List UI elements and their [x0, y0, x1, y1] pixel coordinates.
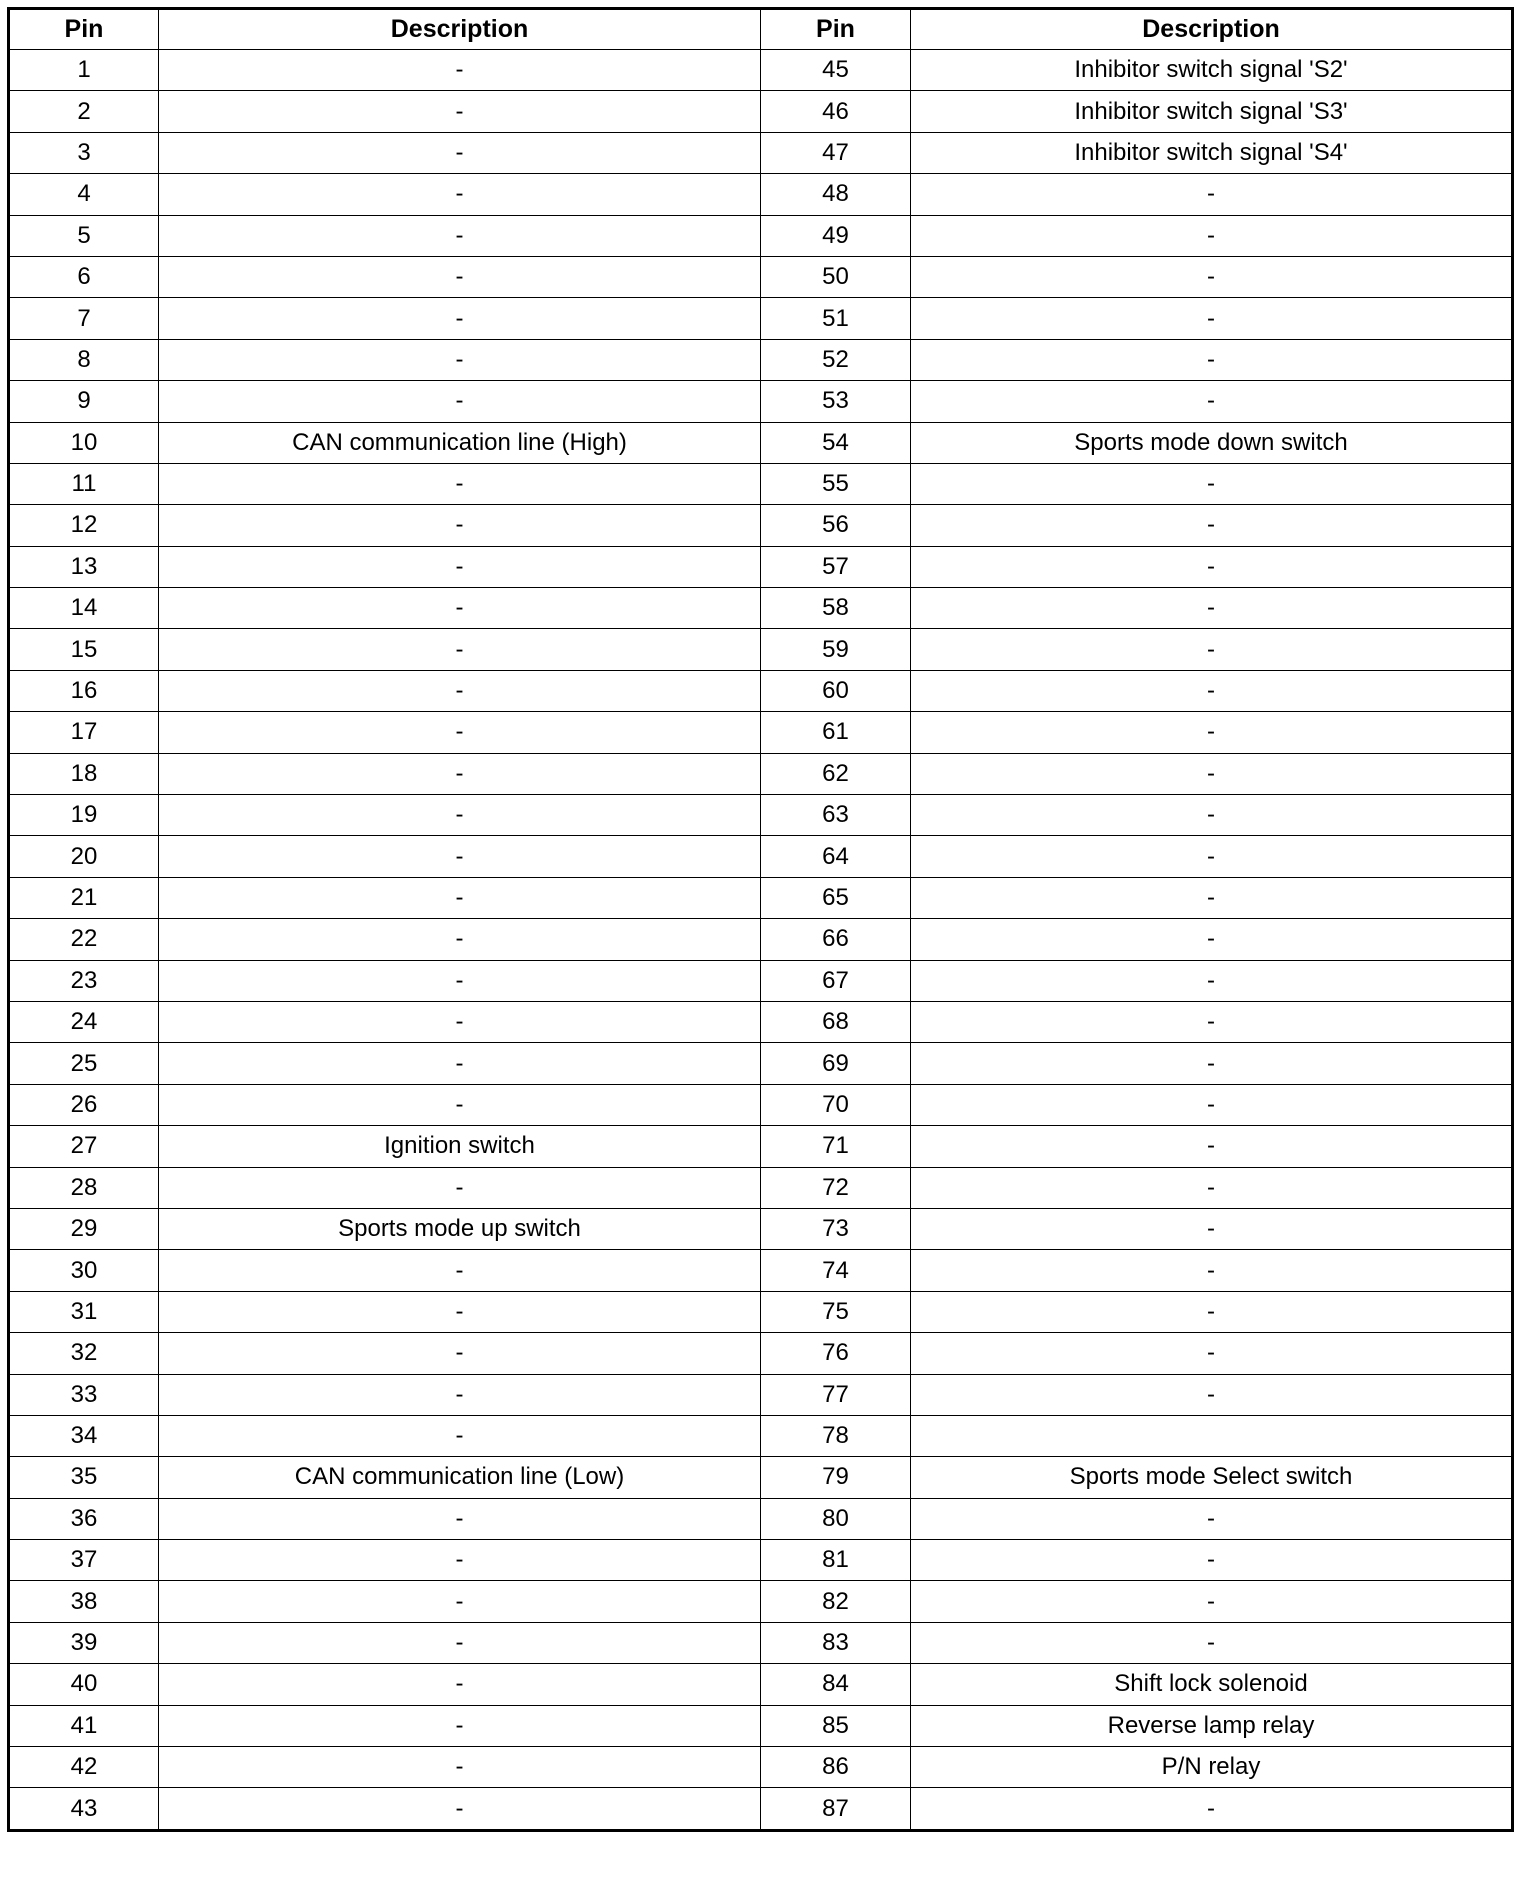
description-cell-right: - — [911, 877, 1513, 918]
pin-cell-left: 37 — [9, 1540, 159, 1581]
pin-cell-left: 22 — [9, 919, 159, 960]
description-cell-left: CAN communication line (High) — [159, 422, 761, 463]
table-row — [9, 588, 1513, 629]
pin-cell-right: 64 — [761, 836, 911, 877]
pin-cell-right: 72 — [761, 1167, 911, 1208]
description-cell-left: - — [159, 50, 761, 91]
pin-cell-right: 68 — [761, 1001, 911, 1042]
table-row — [9, 91, 1513, 132]
pin-cell-right: 49 — [761, 215, 911, 256]
pin-cell-left: 16 — [9, 670, 159, 711]
description-cell-left: - — [159, 505, 761, 546]
description-cell-right: - — [911, 1084, 1513, 1125]
table-row — [9, 629, 1513, 670]
table-row — [9, 546, 1513, 587]
pin-cell-left: 21 — [9, 877, 159, 918]
header-pin-left: Pin — [9, 9, 159, 50]
pin-cell-right: 52 — [761, 339, 911, 380]
description-cell-left: Ignition switch — [159, 1126, 761, 1167]
pin-cell-right: 60 — [761, 670, 911, 711]
table-row — [9, 1540, 1513, 1581]
pin-cell-right: 78 — [761, 1415, 911, 1456]
table-row — [9, 215, 1513, 256]
pin-cell-left: 1 — [9, 50, 159, 91]
header-row — [9, 9, 1513, 50]
table-row — [9, 1581, 1513, 1622]
description-cell-right: Shift lock solenoid — [911, 1664, 1513, 1705]
table-row — [9, 50, 1513, 91]
description-cell-left: - — [159, 1540, 761, 1581]
description-cell-left: - — [159, 463, 761, 504]
description-cell-right: - — [911, 753, 1513, 794]
table-row — [9, 960, 1513, 1001]
pin-cell-right: 84 — [761, 1664, 911, 1705]
pin-cell-left: 14 — [9, 588, 159, 629]
table-row — [9, 1208, 1513, 1249]
description-cell-left: - — [159, 836, 761, 877]
pin-cell-left: 23 — [9, 960, 159, 1001]
description-cell-right: - — [911, 836, 1513, 877]
pin-cell-left: 20 — [9, 836, 159, 877]
description-cell-right: - — [911, 505, 1513, 546]
pin-cell-right: 50 — [761, 256, 911, 297]
description-cell-left: - — [159, 298, 761, 339]
description-cell-right: - — [911, 1001, 1513, 1042]
pin-cell-left: 18 — [9, 753, 159, 794]
table-row — [9, 1664, 1513, 1705]
description-cell-right: P/N relay — [911, 1747, 1513, 1788]
header-description-left: Description — [159, 9, 761, 50]
pin-cell-right: 59 — [761, 629, 911, 670]
description-cell-right: - — [911, 1374, 1513, 1415]
description-cell-left: - — [159, 629, 761, 670]
description-cell-left: - — [159, 339, 761, 380]
pin-cell-left: 40 — [9, 1664, 159, 1705]
table-row — [9, 1291, 1513, 1332]
table-row — [9, 1250, 1513, 1291]
table-row — [9, 1705, 1513, 1746]
description-cell-right: - — [911, 1291, 1513, 1332]
pin-cell-left: 39 — [9, 1622, 159, 1663]
pin-cell-right: 51 — [761, 298, 911, 339]
pin-cell-left: 31 — [9, 1291, 159, 1332]
pin-cell-left: 19 — [9, 795, 159, 836]
description-cell-right: - — [911, 1126, 1513, 1167]
pin-cell-right: 86 — [761, 1747, 911, 1788]
pin-cell-left: 5 — [9, 215, 159, 256]
table-row — [9, 919, 1513, 960]
pin-cell-left: 6 — [9, 256, 159, 297]
description-cell-right: - — [911, 463, 1513, 504]
pin-cell-left: 36 — [9, 1498, 159, 1539]
pin-cell-right: 63 — [761, 795, 911, 836]
description-cell-left: - — [159, 1788, 761, 1830]
table-row — [9, 422, 1513, 463]
pin-cell-right: 74 — [761, 1250, 911, 1291]
pin-cell-left: 42 — [9, 1747, 159, 1788]
pin-cell-right: 70 — [761, 1084, 911, 1125]
table-row — [9, 132, 1513, 173]
pin-cell-right: 71 — [761, 1126, 911, 1167]
description-cell-right: - — [911, 174, 1513, 215]
description-cell-left: - — [159, 919, 761, 960]
pin-cell-left: 28 — [9, 1167, 159, 1208]
table-row — [9, 505, 1513, 546]
pin-cell-right: 56 — [761, 505, 911, 546]
description-cell-left: - — [159, 670, 761, 711]
description-cell-right: Inhibitor switch signal 'S2' — [911, 50, 1513, 91]
description-cell-left: - — [159, 795, 761, 836]
pin-cell-right: 55 — [761, 463, 911, 504]
description-cell-left: - — [159, 1581, 761, 1622]
description-cell-left: - — [159, 1043, 761, 1084]
pin-cell-right: 48 — [761, 174, 911, 215]
table-row — [9, 712, 1513, 753]
table-row — [9, 877, 1513, 918]
description-cell-left: - — [159, 1498, 761, 1539]
header-pin-right: Pin — [761, 9, 911, 50]
pin-cell-right: 61 — [761, 712, 911, 753]
description-cell-left: - — [159, 546, 761, 587]
pin-cell-left: 3 — [9, 132, 159, 173]
description-cell-right: - — [911, 1581, 1513, 1622]
pin-cell-right: 77 — [761, 1374, 911, 1415]
pin-cell-left: 25 — [9, 1043, 159, 1084]
description-cell-right: - — [911, 1498, 1513, 1539]
pin-cell-left: 29 — [9, 1208, 159, 1249]
description-cell-left: - — [159, 1664, 761, 1705]
table-row — [9, 174, 1513, 215]
table-body — [9, 50, 1513, 1831]
pin-cell-right: 85 — [761, 1705, 911, 1746]
description-cell-right: Reverse lamp relay — [911, 1705, 1513, 1746]
description-cell-right: - — [911, 1208, 1513, 1249]
description-cell-right: - — [911, 1043, 1513, 1084]
table-row — [9, 1374, 1513, 1415]
description-cell-left: CAN communication line (Low) — [159, 1457, 761, 1498]
pin-cell-right: 46 — [761, 91, 911, 132]
description-cell-left: Sports mode up switch — [159, 1208, 761, 1249]
pin-cell-right: 67 — [761, 960, 911, 1001]
description-cell-right: - — [911, 629, 1513, 670]
description-cell-left: - — [159, 1250, 761, 1291]
table-row — [9, 1001, 1513, 1042]
header-description-right: Description — [911, 9, 1513, 50]
pin-cell-right: 83 — [761, 1622, 911, 1663]
pin-cell-left: 7 — [9, 298, 159, 339]
description-cell-right: - — [911, 1622, 1513, 1663]
pin-cell-right: 75 — [761, 1291, 911, 1332]
description-cell-right: - — [911, 588, 1513, 629]
description-cell-left: - — [159, 1747, 761, 1788]
table-row — [9, 339, 1513, 380]
description-cell-left: - — [159, 712, 761, 753]
pin-cell-right: 79 — [761, 1457, 911, 1498]
description-cell-left: - — [159, 381, 761, 422]
pin-cell-left: 30 — [9, 1250, 159, 1291]
table-row — [9, 1457, 1513, 1498]
description-cell-right: - — [911, 546, 1513, 587]
description-cell-left: - — [159, 1415, 761, 1456]
pin-cell-right: 54 — [761, 422, 911, 463]
pin-cell-left: 2 — [9, 91, 159, 132]
table-row — [9, 1084, 1513, 1125]
pin-cell-left: 17 — [9, 712, 159, 753]
description-cell-left: - — [159, 753, 761, 794]
table-row — [9, 795, 1513, 836]
pin-cell-left: 12 — [9, 505, 159, 546]
description-cell-right: - — [911, 256, 1513, 297]
description-cell-right: Inhibitor switch signal 'S4' — [911, 132, 1513, 173]
description-cell-left: - — [159, 132, 761, 173]
pin-cell-left: 10 — [9, 422, 159, 463]
description-cell-left: - — [159, 1167, 761, 1208]
table-row — [9, 1333, 1513, 1374]
description-cell-right: - — [911, 1250, 1513, 1291]
table-row — [9, 1126, 1513, 1167]
description-cell-right: - — [911, 215, 1513, 256]
description-cell-right: Sports mode Select switch — [911, 1457, 1513, 1498]
pin-cell-left: 27 — [9, 1126, 159, 1167]
description-cell-left: - — [159, 588, 761, 629]
pin-cell-left: 9 — [9, 381, 159, 422]
pin-cell-right: 87 — [761, 1788, 911, 1830]
description-cell-right: Sports mode down switch — [911, 422, 1513, 463]
pin-cell-left: 34 — [9, 1415, 159, 1456]
description-cell-left: - — [159, 174, 761, 215]
pin-cell-left: 11 — [9, 463, 159, 504]
pin-cell-left: 35 — [9, 1457, 159, 1498]
description-cell-right: - — [911, 1333, 1513, 1374]
pin-cell-right: 53 — [761, 381, 911, 422]
table-row — [9, 836, 1513, 877]
description-cell-left: - — [159, 1374, 761, 1415]
pin-cell-left: 8 — [9, 339, 159, 380]
table-row — [9, 1788, 1513, 1830]
pin-cell-right: 62 — [761, 753, 911, 794]
table-row — [9, 298, 1513, 339]
description-cell-right: - — [911, 1167, 1513, 1208]
table-row — [9, 753, 1513, 794]
pin-cell-right: 65 — [761, 877, 911, 918]
pin-cell-right: 69 — [761, 1043, 911, 1084]
pin-cell-right: 66 — [761, 919, 911, 960]
description-cell-right: - — [911, 339, 1513, 380]
pin-cell-left: 15 — [9, 629, 159, 670]
table-row — [9, 256, 1513, 297]
description-cell-right: - — [911, 960, 1513, 1001]
pin-cell-left: 43 — [9, 1788, 159, 1830]
description-cell-left: - — [159, 877, 761, 918]
pin-cell-left: 38 — [9, 1581, 159, 1622]
description-cell-left: - — [159, 1084, 761, 1125]
description-cell-right: Inhibitor switch signal 'S3' — [911, 91, 1513, 132]
table-row — [9, 381, 1513, 422]
pin-cell-left: 13 — [9, 546, 159, 587]
description-cell-right: - — [911, 712, 1513, 753]
table-row — [9, 463, 1513, 504]
description-cell-left: - — [159, 1333, 761, 1374]
description-cell-right: - — [911, 795, 1513, 836]
pin-cell-right: 82 — [761, 1581, 911, 1622]
pin-cell-right: 57 — [761, 546, 911, 587]
description-cell-left: - — [159, 960, 761, 1001]
pin-cell-right: 73 — [761, 1208, 911, 1249]
pin-cell-left: 32 — [9, 1333, 159, 1374]
pin-cell-right: 80 — [761, 1498, 911, 1539]
description-cell-right: - — [911, 919, 1513, 960]
table-row — [9, 1415, 1513, 1456]
pin-cell-left: 24 — [9, 1001, 159, 1042]
description-cell-left: - — [159, 1705, 761, 1746]
description-cell-right: - — [911, 670, 1513, 711]
description-cell-left: - — [159, 1622, 761, 1663]
table-row — [9, 1498, 1513, 1539]
pin-cell-right: 47 — [761, 132, 911, 173]
pin-cell-left: 26 — [9, 1084, 159, 1125]
description-cell-right — [911, 1415, 1513, 1456]
pin-cell-left: 33 — [9, 1374, 159, 1415]
description-cell-right: - — [911, 298, 1513, 339]
pin-cell-left: 41 — [9, 1705, 159, 1746]
pin-cell-right: 76 — [761, 1333, 911, 1374]
description-cell-right: - — [911, 1788, 1513, 1830]
description-cell-left: - — [159, 1291, 761, 1332]
table-row — [9, 1622, 1513, 1663]
pin-cell-right: 81 — [761, 1540, 911, 1581]
table-row — [9, 670, 1513, 711]
description-cell-left: - — [159, 215, 761, 256]
description-cell-left: - — [159, 91, 761, 132]
pin-cell-right: 58 — [761, 588, 911, 629]
description-cell-left: - — [159, 256, 761, 297]
description-cell-right: - — [911, 1540, 1513, 1581]
pin-description-table — [7, 7, 1514, 1832]
pin-cell-left: 4 — [9, 174, 159, 215]
table-row — [9, 1043, 1513, 1084]
description-cell-right: - — [911, 381, 1513, 422]
pin-cell-right: 45 — [761, 50, 911, 91]
table-row — [9, 1167, 1513, 1208]
table-row — [9, 1747, 1513, 1788]
description-cell-left: - — [159, 1001, 761, 1042]
